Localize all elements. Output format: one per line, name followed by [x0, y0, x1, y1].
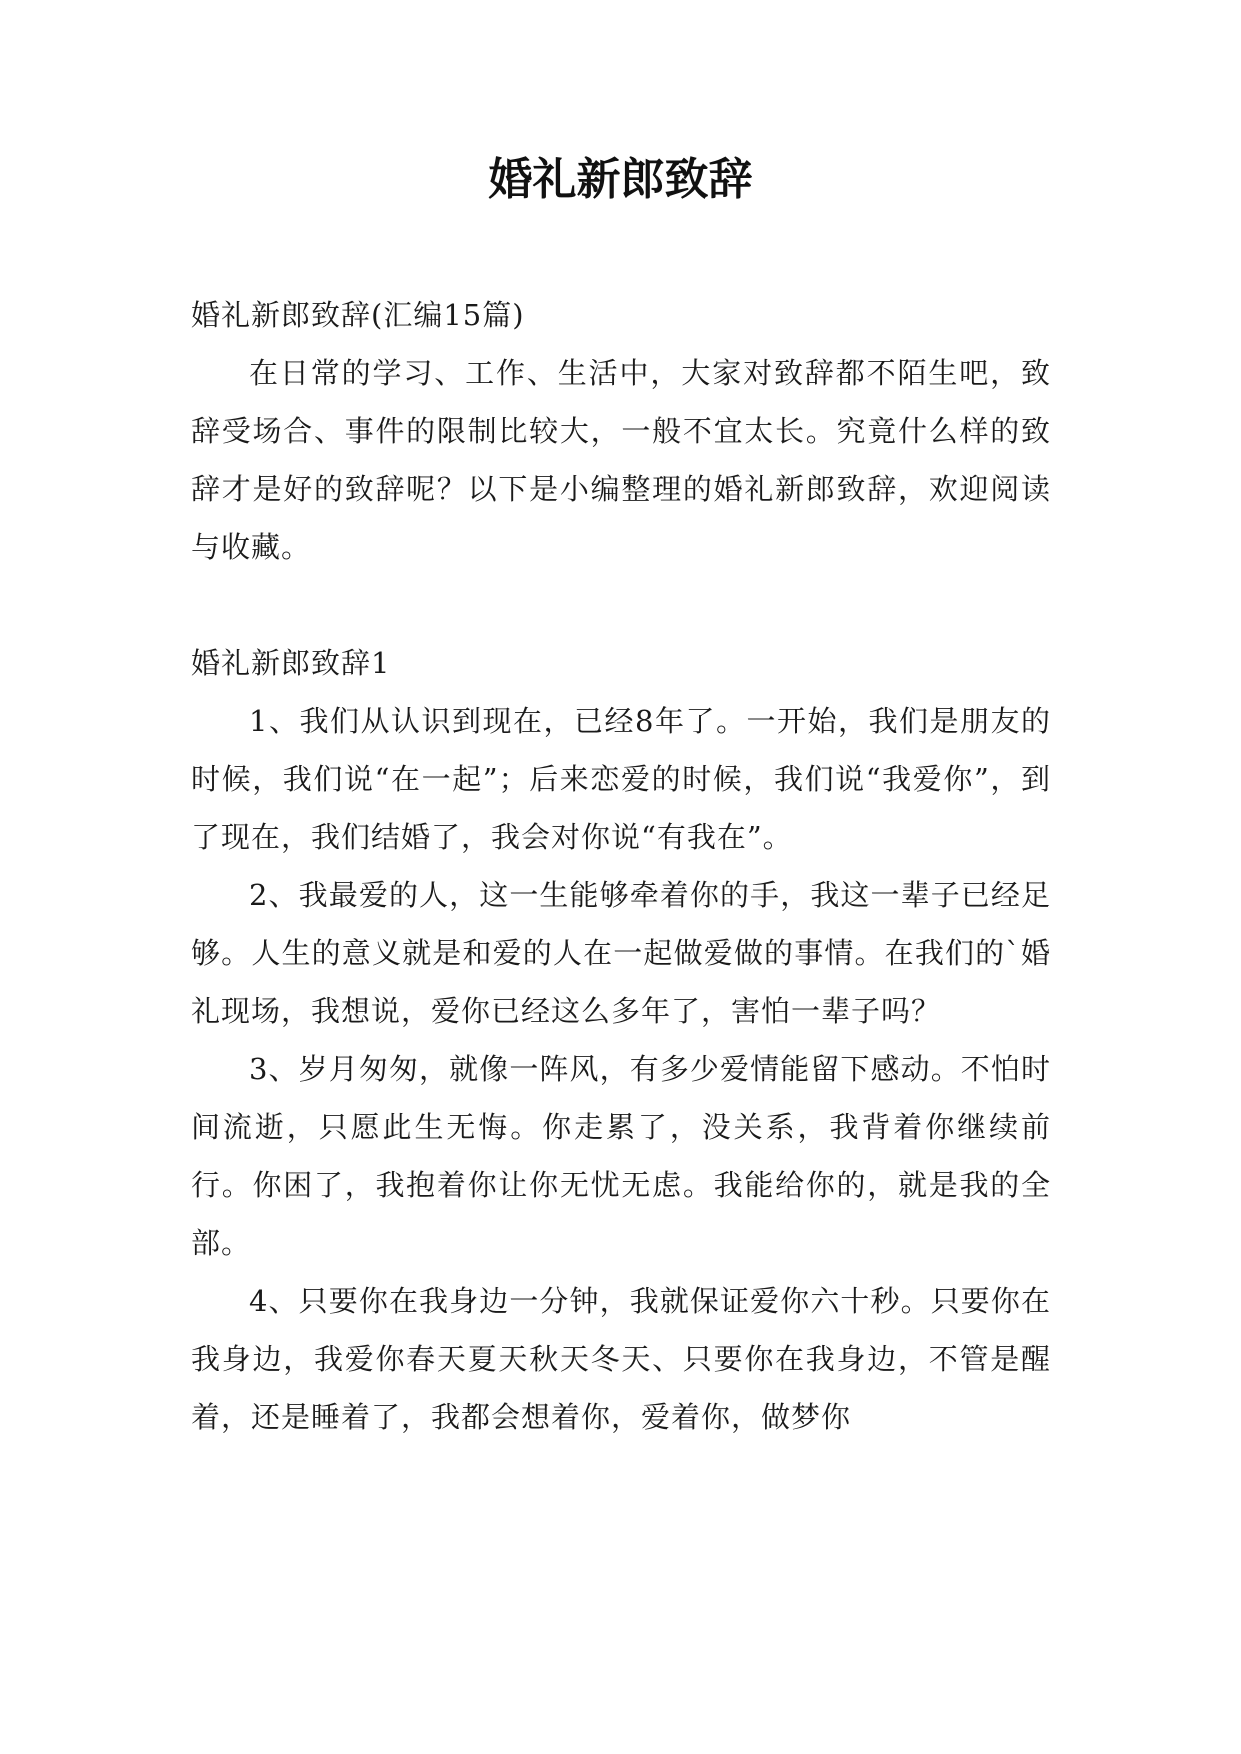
section-heading: 婚礼新郎致辞1 — [191, 646, 391, 680]
document-body — [191, 286, 1051, 1446]
document-subtitle: 婚礼新郎致辞(汇编15篇) — [191, 298, 525, 332]
body-paragraph: 2、我最爱的人，这一生能够牵着你的手，我这一辈子已经足够。人生的意义就是和爱的人在一起做爱做的事情。在我们的`婚礼现场，我想说，爱你已经这么多年了，害怕一辈子吗？ — [191, 878, 1051, 1028]
spacer — [191, 576, 1051, 634]
body-paragraph: 3、岁月匆匆，就像一阵风，有多少爱情能留下感动。不怕时间流逝，只愿此生无悔。你走累了，没关系，我背着你继续前行。你困了，我抱着你让你无忧无虑。我能给你的，就是我的全部。 — [191, 1052, 1051, 1260]
document-title: 婚礼新郎致辞 — [488, 154, 753, 205]
intro-paragraph: 在日常的学习、工作、生活中，大家对致辞都不陌生吧，致辞受场合、事件的限制比较大，一般不宜太长。究竟什么样的致辞才是好的致辞呢？以下是小编整理的婚礼新郎致辞，欢迎阅读与收藏。 — [191, 356, 1051, 564]
body-paragraph: 1、我们从认识到现在，已经8年了。一开始，我们是朋友的时候，我们说“在一起”；后来恋爱的时候，我们说“我爱你”，到了现在，我们结婚了，我会对你说“有我在”。 — [191, 704, 1051, 854]
body-paragraph: 4、只要你在我身边一分钟，我就保证爱你六十秒。只要你在我身边，我爱你春天夏天秋天冬天、只要你在我身边，不管是醒着，还是睡着了，我都会想着你，爱着你，做梦你 — [191, 1284, 1051, 1434]
